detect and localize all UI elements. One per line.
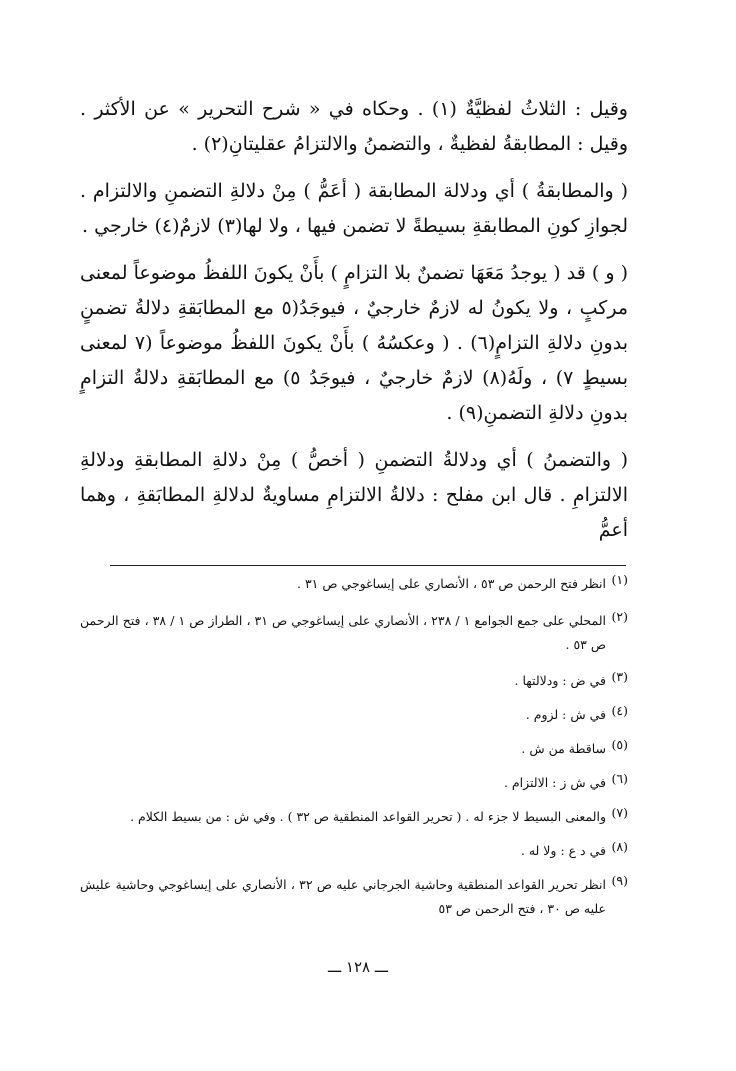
paragraph-4: ( والتضمنُ ) أي ودلالةُ التضمنِ ( أخصُّ ) مِنْ دلالةِ المطابقةِ ودلالةِ الالتزامِ . قال ابن مفلح : دلالةُ الالتزامِ مساويةٌ لدلالةِ المطابَقةِ ، وهما أعمُّ bbox=[80, 449, 628, 541]
footnote-number: (٩) bbox=[611, 873, 628, 888]
footnote-2 bbox=[80, 609, 628, 657]
footnote-4 bbox=[80, 703, 628, 727]
footnotes bbox=[80, 572, 628, 921]
footnote-text: انظر فتح الرحمن ص ٥٣ ، الأنصاري على إيساغوجي ص ٣١ . bbox=[296, 576, 606, 591]
footnote-number: (١) bbox=[611, 572, 628, 587]
footnote-divider bbox=[110, 565, 626, 566]
footnote-9 bbox=[80, 873, 628, 921]
footnote-6 bbox=[80, 771, 628, 795]
paragraph-3: ( و ) قد ( يوجدُ مَعَهَا تضمنٌ بلا التزامٍ ) بأَنْ يكونَ اللفظُ موضوعاً لمعنى مركبٍ ، ولا يكونُ له لازمٌ خارجيٌ ، فيوجَدُ(٥ مع المطابَقةِ دلالةُ تضمنٍ بدونِ دلالةِ التزامٍ(٦) . ( وعكسُهُ ) بأَنْ يكونَ اللفظُ موضوعاً (٧ لمعنى بسيطٍ ٧) ، ولَهُ(٨) لازمٌ خارجيٌ ، فيوجَدُ ٥) مع المطابَقةِ دلالةُ التزامٍ بدونِ دلالةِ التضمنِ(٩) . bbox=[80, 262, 629, 424]
paragraph-1: وقيل : الثلاثُ لفظيَّةٌ (١) . وحكاه في « شرح التحرير » عن الأكثر . وقيل : المطابقةُ لفظيةٌ ، والتضمنُ والالتزامُ عقليتانِ(٢) . bbox=[80, 98, 628, 155]
footnote-7 bbox=[80, 805, 628, 829]
footnote-number: (٨) bbox=[611, 839, 628, 854]
footnote-5 bbox=[80, 737, 628, 761]
main-text bbox=[80, 92, 628, 548]
footnote-number: (٧) bbox=[611, 805, 628, 820]
footnote-1 bbox=[80, 572, 628, 596]
footnote-number: (٢) bbox=[611, 609, 628, 624]
paragraph-2: ( والمطابقةُ ) أي ودلالة المطابقة ( أعَمُّ ) مِنْ دلالةِ التضمنِ والالتزام . لجوازِ كونِ المطابقةِ بسيطةً لا تضمن فيها ، ولا لها(٣) لازمٌ(٤) خارجي . bbox=[80, 180, 628, 237]
footnote-3 bbox=[80, 669, 628, 693]
footnote-text: انظر تحرير القواعد المنطقية وحاشية الجرجاني عليه ص ٣٢ ، الأنصاري على إيساغوجي وحاشية عليش عليه ص ٣٠ ، فتح الرحمن ص ٥٣ bbox=[80, 877, 606, 916]
footnote-number: (٦) bbox=[611, 771, 628, 786]
footnote-text: في د ع : ولا له . bbox=[520, 843, 606, 858]
footnote-number: (٤) bbox=[611, 703, 628, 718]
footnote-text: في ش : لزوم . bbox=[525, 707, 606, 722]
footnote-text: والمعنى البسيط لا جزء له . ( تحرير القواعد المنطقية ص ٣٢ ) . وفي ش : من بسيط الكلام . bbox=[130, 809, 606, 824]
page-number: ـــ ١٢٨ ـــ bbox=[327, 958, 389, 976]
footnote-8 bbox=[80, 839, 628, 863]
footnote-number: (٥) bbox=[611, 737, 628, 752]
footnote-text: في ش ز : الالتزام . bbox=[503, 775, 606, 790]
footnote-text: المحلي على جمع الجوامع ١ / ٢٣٨ ، الأنصاري على إيساغوجي ص ٣١ ، الطراز ص ١ / ٣٨ ، فتح الرحمن ص ٥٣ . bbox=[80, 613, 606, 652]
footnote-text: في ض : ودلالتها . bbox=[514, 673, 606, 688]
footnote-text: ساقطة من ش . bbox=[521, 741, 606, 756]
footnote-number: (٣) bbox=[611, 669, 628, 684]
